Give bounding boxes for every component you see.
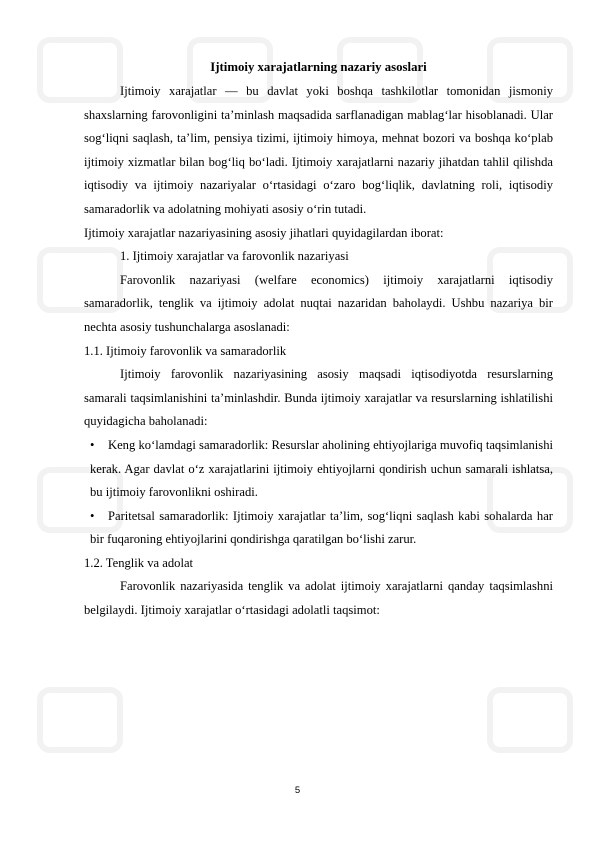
section-heading-1-2: 1.2. Tenglik va adolat	[84, 555, 194, 570]
document-title: Ijtimoiy xarajatlarning nazariy asoslari	[210, 60, 427, 74]
paragraph-equality: Farovonlik nazariyasida tenglik va adolat ijtimoiy xarajatlarni qanday taqsimlashni belgilaydi. Ijtimoiy xarajatlar o‘rtasidagi adolatli taqsimot:	[84, 579, 553, 618]
section-heading-1: 1. Ijtimoiy xarajatlar va farovonlik nazariyasi	[120, 249, 349, 264]
bullet-item	[84, 505, 553, 552]
section-heading-1-1: 1.1. Ijtimoiy farovonlik va samaradorlik	[84, 343, 287, 358]
bullet-text: Paritetsal samaradorlik: Ijtimoiy xarajatlar ta’lim, sog‘liqni saqlash kabi sohalarda har bir fuqaroning ehtiyojlarini qondirishga qaratilgan bo‘lishi zarur.	[90, 508, 553, 547]
document-page	[84, 56, 553, 623]
paragraph-welfare-theory: Farovonlik nazariyasi (welfare economics) ijtimoiy xarajatlarni iqtisodiy samaradorlik, tenglik va ijtimoiy adolat nuqtai nazaridan baholaydi. Ushbu nazariya bir nechta asosiy tushunchalarga asoslanadi:	[84, 272, 553, 334]
bullet-symbol: •	[90, 437, 95, 452]
paragraph-efficiency: Ijtimoiy farovonlik nazariyasining asosiy maqsadi iqtisodiyotda resurslarning samarali taqsimlanishini ta’minlashdir. Bunda ijtimoiy xarajatlar va resurslarning ishlatilishi quyidagicha baholanadi:	[84, 367, 553, 429]
paragraph-definition: Ijtimoiy xarajatlar — bu davlat yoki boshqa tashkilotlar tomonidan jismoniy shaxslarning farovonligini ta’minlash maqsadida sarflanadigan mablag‘lar hisoblanadi. Ular sog‘liqni saqlash, ta’lim, pensiya tizimi, ijtimoiy himoya, mehnat bozori va boshqa ko‘plab ijtimoiy xizmatlar bilan bog‘liq bo‘ladi. Ijtimoiy xarajatlarni nazariy jihatdan tahlil qilishda iqtisodiy va ijtimoiy nazariyalar o‘rtasidagi o‘zaro bog‘liqlik, davlatning roli, iqtisodiy samaradorlik va adolatning mohiyati asosiy o‘rin tutadi.	[84, 84, 553, 216]
bullet-symbol: •	[90, 508, 95, 523]
paragraph-aspects-intro: Ijtimoiy xarajatlar nazariyasining asosiy jihatlari quyidagilardan iborat:	[84, 225, 444, 240]
bullet-text: Keng ko‘lamdagi samaradorlik: Resurslar aholining ehtiyojlariga muvofiq taqsimlanishi kerak. Agar davlat o‘z xarajatlarini ijtimoiy ehtiyojlarni qondirish uchun samarali ishlatsa, bu ijtimoiy farovonlikni oshiradi.	[90, 437, 553, 500]
page-number: 5	[294, 785, 301, 796]
bullet-item	[84, 434, 553, 505]
